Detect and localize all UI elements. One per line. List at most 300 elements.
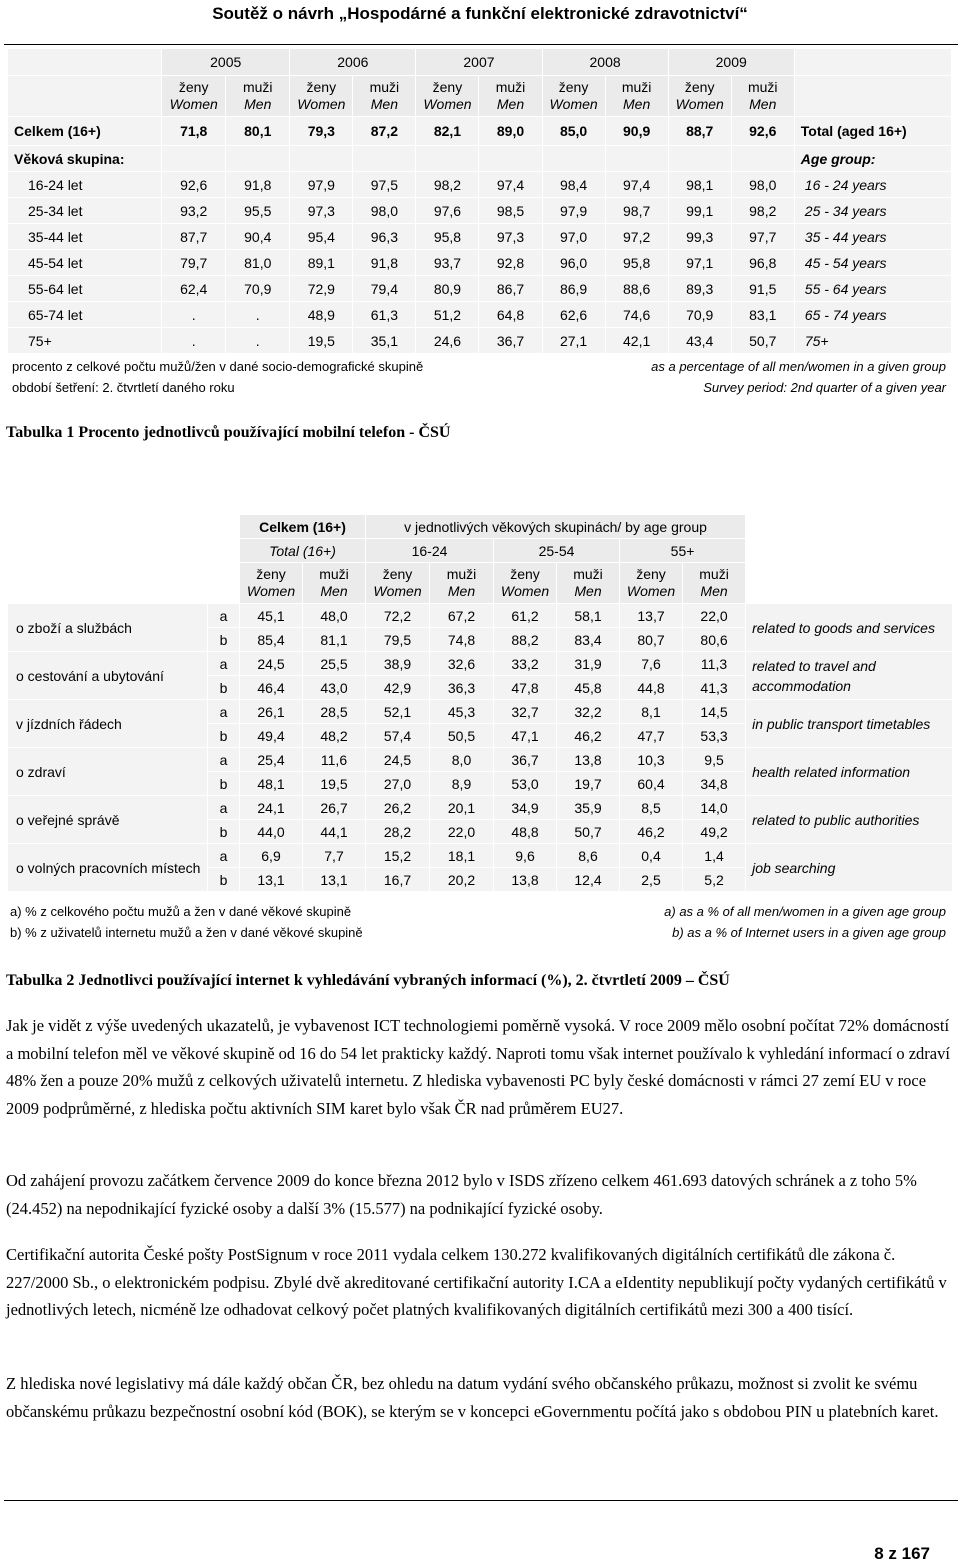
table2-note-en-b: b) as a % of Internet users in a given age group xyxy=(672,925,946,940)
total-value: 79,3 xyxy=(290,117,353,146)
percentage-cell: . xyxy=(226,302,290,328)
percentage-cell: 95,8 xyxy=(605,250,668,276)
percentage-cell: 33,2 xyxy=(494,652,557,676)
age-label-en: 45 - 54 years xyxy=(794,250,951,276)
age-group-header: 25-54 xyxy=(494,539,620,563)
empty-cell xyxy=(416,146,479,172)
table1-caption: Tabulka 1 Procento jednotlivců používající mobilní telefon - ČSÚ xyxy=(6,424,451,441)
percentage-cell: 19,5 xyxy=(290,328,353,354)
percentage-cell: 46,4 xyxy=(240,676,303,700)
percentage-cell: 99,1 xyxy=(668,198,731,224)
percentage-cell: 47,1 xyxy=(494,724,557,748)
internet-info-table xyxy=(7,514,953,892)
men-label-en: Men xyxy=(370,96,398,112)
info-row xyxy=(8,700,953,724)
percentage-cell: 97,2 xyxy=(605,224,668,250)
percentage-cell: 26,2 xyxy=(366,796,430,820)
percentage-cell: 47,7 xyxy=(620,724,683,748)
percentage-cell: 46,2 xyxy=(620,820,683,844)
percentage-cell: 24,1 xyxy=(240,796,303,820)
percentage-cell: 43,4 xyxy=(668,328,731,354)
percentage-cell: 14,0 xyxy=(683,796,746,820)
age-label-cs: 25-34 let xyxy=(8,198,162,224)
age-label-cs: 65-74 let xyxy=(8,302,162,328)
percentage-cell: 62,4 xyxy=(162,276,226,302)
percentage-cell: 22,0 xyxy=(430,820,494,844)
percentage-cell: 8,1 xyxy=(620,700,683,724)
percentage-cell: 35,9 xyxy=(557,796,620,820)
percentage-cell: 47,8 xyxy=(494,676,557,700)
percentage-cell: 83,1 xyxy=(731,302,794,328)
percentage-cell: 19,7 xyxy=(557,772,620,796)
percentage-cell: 45,3 xyxy=(430,700,494,724)
percentage-cell: 70,9 xyxy=(668,302,731,328)
percentage-cell: 98,2 xyxy=(416,172,479,198)
women-label-en: Women xyxy=(423,96,472,112)
percentage-cell: 9,6 xyxy=(494,844,557,868)
percentage-cell: 96,0 xyxy=(542,250,605,276)
men-label-cs: muži xyxy=(446,566,477,582)
percentage-cell: 97,3 xyxy=(290,198,353,224)
year-header-row xyxy=(8,49,952,76)
percentage-cell: 80,6 xyxy=(683,628,746,652)
percentage-cell: 60,4 xyxy=(620,772,683,796)
sex-header-row xyxy=(8,76,952,117)
percentage-cell: 79,5 xyxy=(366,628,430,652)
men-label-cs: muži xyxy=(495,79,526,95)
info-row xyxy=(8,844,953,868)
measure-key: a xyxy=(208,844,240,868)
percentage-cell: 41,3 xyxy=(683,676,746,700)
women-label-en: Women xyxy=(626,583,676,599)
percentage-cell: 25,4 xyxy=(240,748,303,772)
total-value: 80,1 xyxy=(226,117,290,146)
percentage-cell: 80,9 xyxy=(416,276,479,302)
table2-note-cs-a: a) % z celkového počtu mužů a žen v dané věkové skupině xyxy=(10,904,352,919)
measure-key: a xyxy=(208,604,240,628)
women-label-en: Women xyxy=(169,96,218,112)
women-label-cs: ženy xyxy=(558,79,589,95)
percentage-cell: 98,0 xyxy=(353,198,416,224)
age-label-en: 75+ xyxy=(794,328,951,354)
percentage-cell: 12,4 xyxy=(557,868,620,892)
percentage-cell: 2,5 xyxy=(620,868,683,892)
percentage-cell: 34,8 xyxy=(683,772,746,796)
percentage-cell: . xyxy=(162,328,226,354)
percentage-cell: 34,9 xyxy=(494,796,557,820)
percentage-cell: 18,1 xyxy=(430,844,494,868)
percentage-cell: 97,9 xyxy=(542,198,605,224)
percentage-cell: 13,8 xyxy=(494,868,557,892)
percentage-cell: 97,4 xyxy=(605,172,668,198)
total-header-en: Total (16+) xyxy=(240,539,366,563)
info-type-en: health related information xyxy=(746,748,953,796)
table2-note-cs-b: b) % z uživatelů internetu mužů a žen v dané věkové skupině xyxy=(10,925,363,940)
percentage-cell: 22,0 xyxy=(683,604,746,628)
percentage-cell: 86,9 xyxy=(542,276,605,302)
measure-key: b xyxy=(208,676,240,700)
percentage-cell: 91,8 xyxy=(353,250,416,276)
percentage-cell: 58,1 xyxy=(557,604,620,628)
percentage-cell: 67,2 xyxy=(430,604,494,628)
age-row xyxy=(8,302,952,328)
year-header: 2009 xyxy=(668,49,794,76)
men-header xyxy=(557,563,620,604)
age-group-row xyxy=(8,146,952,172)
men-label-cs: muži xyxy=(621,79,652,95)
year-header: 2006 xyxy=(290,49,416,76)
age-label-en: 16 - 24 years xyxy=(794,172,951,198)
info-type-cs: o cestování a ubytování xyxy=(8,652,208,700)
age-row xyxy=(8,250,952,276)
total-header-cs: Celkem (16+) xyxy=(240,515,366,539)
percentage-cell: 97,6 xyxy=(416,198,479,224)
percentage-cell: 14,5 xyxy=(683,700,746,724)
percentage-cell: 13,1 xyxy=(303,868,366,892)
percentage-cell: 44,1 xyxy=(303,820,366,844)
percentage-cell: 88,6 xyxy=(605,276,668,302)
percentage-cell: 91,8 xyxy=(226,172,290,198)
percentage-cell: 5,2 xyxy=(683,868,746,892)
percentage-cell: 49,2 xyxy=(683,820,746,844)
corner-cell xyxy=(8,515,240,604)
percentage-cell: 81,1 xyxy=(303,628,366,652)
total-value: 85,0 xyxy=(542,117,605,146)
percentage-cell: 36,7 xyxy=(479,328,542,354)
percentage-cell: 79,4 xyxy=(353,276,416,302)
age-label-en: 65 - 74 years xyxy=(794,302,951,328)
percentage-cell: 79,7 xyxy=(162,250,226,276)
percentage-cell: 11,6 xyxy=(303,748,366,772)
info-row xyxy=(8,748,953,772)
percentage-cell: 97,3 xyxy=(479,224,542,250)
women-label-cs: ženy xyxy=(306,79,337,95)
age-group-header: 55+ xyxy=(620,539,746,563)
table2-caption: Tabulka 2 Jednotlivci používající internet k vyhledávání vybraných informací (%), 2. čtvrtletí 2009 – ČSÚ xyxy=(6,972,730,989)
age-label-en: 35 - 44 years xyxy=(794,224,951,250)
percentage-cell: 1,4 xyxy=(683,844,746,868)
percentage-cell: 7,7 xyxy=(303,844,366,868)
percentage-cell: 99,3 xyxy=(668,224,731,250)
percentage-cell: 49,4 xyxy=(240,724,303,748)
year-header: 2007 xyxy=(416,49,542,76)
women-header xyxy=(416,76,479,117)
total-label-cs: Celkem (16+) xyxy=(8,117,162,146)
table1-note-en-1: as a percentage of all men/women in a given group xyxy=(651,359,946,374)
page-header-title: Soutěž o návrh „Hospodárné a funkční elektronické zdravotnictví“ xyxy=(212,4,748,23)
women-header xyxy=(366,563,430,604)
total-value: 90,9 xyxy=(605,117,668,146)
info-type-cs: o zboží a službách xyxy=(8,604,208,652)
percentage-cell: 93,2 xyxy=(162,198,226,224)
info-type-cs: o volných pracovních místech xyxy=(8,844,208,892)
percentage-cell: 48,8 xyxy=(494,820,557,844)
percentage-cell: 0,4 xyxy=(620,844,683,868)
percentage-cell: 92,8 xyxy=(479,250,542,276)
percentage-cell: 70,9 xyxy=(226,276,290,302)
table1-note-en-2: Survey period: 2nd quarter of a given year xyxy=(703,380,946,395)
age-label-en: 55 - 64 years xyxy=(794,276,951,302)
women-label-en: Women xyxy=(373,583,422,599)
percentage-cell: 89,1 xyxy=(290,250,353,276)
percentage-cell: . xyxy=(162,302,226,328)
percentage-cell: 32,2 xyxy=(557,700,620,724)
percentage-cell: 36,3 xyxy=(430,676,494,700)
empty-cell xyxy=(542,146,605,172)
total-value: 71,8 xyxy=(162,117,226,146)
age-row xyxy=(8,276,952,302)
age-label-cs: 45-54 let xyxy=(8,250,162,276)
percentage-cell: 11,3 xyxy=(683,652,746,676)
percentage-cell: 87,7 xyxy=(162,224,226,250)
percentage-cell: 13,1 xyxy=(240,868,303,892)
info-type-cs: o zdraví xyxy=(8,748,208,796)
men-label-cs: muži xyxy=(747,79,778,95)
percentage-cell: 97,4 xyxy=(479,172,542,198)
empty-cell xyxy=(290,146,353,172)
percentage-cell: 42,1 xyxy=(605,328,668,354)
paragraph-ict: Jak je vidět z výše uvedených ukazatelů, je vybavenost ICT technologiemi poměrně vysoká. V roce 2009 mělo osobní počítat 72% domácností a mobilní telefon měl ve věkové skupině od 16 do 54 let prakticky každý. Naproti tomu však internet používalo k vyhledání informací o zdraví 48% žen a pouze 20% mužů z celkových uživatelů internetu. Z hlediska vybavenosti PC byly české domácnosti v rámci 27 zemí EU v roce 2009 podprůměrné, z hlediska počtu aktivních SIM karet bylo však ČR nad průměrem EU27. xyxy=(6,1016,950,1118)
age-row xyxy=(8,172,952,198)
total-label-en: Total (aged 16+) xyxy=(794,117,951,146)
percentage-cell: 13,8 xyxy=(557,748,620,772)
percentage-cell: 92,6 xyxy=(162,172,226,198)
total-value: 92,6 xyxy=(731,117,794,146)
percentage-cell: 20,1 xyxy=(430,796,494,820)
percentage-cell: 48,1 xyxy=(240,772,303,796)
men-header xyxy=(605,76,668,117)
percentage-cell: 98,0 xyxy=(731,172,794,198)
men-label-en: Men xyxy=(623,96,651,112)
percentage-cell: 26,7 xyxy=(303,796,366,820)
percentage-cell: 50,7 xyxy=(731,328,794,354)
percentage-cell: 44,8 xyxy=(620,676,683,700)
percentage-cell: 64,8 xyxy=(479,302,542,328)
men-label-cs: muži xyxy=(242,79,273,95)
percentage-cell: 43,0 xyxy=(303,676,366,700)
percentage-cell: 98,2 xyxy=(731,198,794,224)
percentage-cell: 98,5 xyxy=(479,198,542,224)
percentage-cell: 95,4 xyxy=(290,224,353,250)
percentage-cell: 98,7 xyxy=(605,198,668,224)
info-type-cs: o veřejné správě xyxy=(8,796,208,844)
percentage-cell: 31,9 xyxy=(557,652,620,676)
men-label-cs: muži xyxy=(573,566,603,582)
corner-cell xyxy=(794,49,951,76)
percentage-cell: 86,7 xyxy=(479,276,542,302)
percentage-cell: 27,0 xyxy=(366,772,430,796)
percentage-cell: 88,2 xyxy=(494,628,557,652)
men-label-cs: muži xyxy=(319,566,349,582)
men-label-en: Men xyxy=(574,583,602,599)
women-header xyxy=(290,76,353,117)
percentage-cell: 91,5 xyxy=(731,276,794,302)
total-value: 89,0 xyxy=(479,117,542,146)
percentage-cell: 8,9 xyxy=(430,772,494,796)
percentage-cell: 45,1 xyxy=(240,604,303,628)
women-header xyxy=(494,563,557,604)
percentage-cell: 57,4 xyxy=(366,724,430,748)
empty-cell xyxy=(731,146,794,172)
men-label-en: Men xyxy=(244,96,272,112)
percentage-cell: 83,4 xyxy=(557,628,620,652)
empty-cell xyxy=(479,146,542,172)
measure-key: b xyxy=(208,724,240,748)
men-label-en: Men xyxy=(447,583,476,599)
measure-key: a xyxy=(208,796,240,820)
men-header xyxy=(226,76,290,117)
percentage-cell: 36,7 xyxy=(494,748,557,772)
mobile-phone-table xyxy=(7,48,952,354)
men-label-en: Men xyxy=(749,96,777,112)
percentage-cell: 24,5 xyxy=(240,652,303,676)
total-row xyxy=(8,117,952,146)
measure-key: b xyxy=(208,868,240,892)
women-label-cs: ženy xyxy=(684,79,715,95)
age-label-cs: 16-24 let xyxy=(8,172,162,198)
percentage-cell: 97,0 xyxy=(542,224,605,250)
women-header xyxy=(162,76,226,117)
men-header xyxy=(353,76,416,117)
women-label-cs: ženy xyxy=(178,79,209,95)
percentage-cell: 62,6 xyxy=(542,302,605,328)
percentage-cell: 97,5 xyxy=(353,172,416,198)
percentage-cell: 61,2 xyxy=(494,604,557,628)
percentage-cell: 32,7 xyxy=(494,700,557,724)
percentage-cell: 25,5 xyxy=(303,652,366,676)
percentage-cell: 96,3 xyxy=(353,224,416,250)
percentage-cell: 53,3 xyxy=(683,724,746,748)
percentage-cell: 74,8 xyxy=(430,628,494,652)
percentage-cell: 50,7 xyxy=(557,820,620,844)
corner-cell xyxy=(746,515,953,604)
percentage-cell: 48,0 xyxy=(303,604,366,628)
age-label-cs: 75+ xyxy=(8,328,162,354)
percentage-cell: 93,7 xyxy=(416,250,479,276)
percentage-cell: 28,2 xyxy=(366,820,430,844)
percentage-cell: 50,5 xyxy=(430,724,494,748)
info-type-en: in public transport timetables xyxy=(746,700,953,748)
info-row xyxy=(8,652,953,676)
percentage-cell: 19,5 xyxy=(303,772,366,796)
paragraph-certificates: Certifikační autorita České pošty PostSignum v roce 2011 vydala celkem 130.272 kvalifikovaných digitálních certifikátů dle zákona č. 227/2000 Sb., o elektronickém podpisu. Zbylé dvě akreditované certifikační autority I.CA a eIdentity nepublikují počty vydaných certifikátů v jednotlivých letech, nicméně lze odhadovat celkový počet platných kvalifikovaných digitálních certifikátů mezi 300 a 400 tisící. xyxy=(6,1245,947,1319)
percentage-cell: 13,7 xyxy=(620,604,683,628)
percentage-cell: 51,2 xyxy=(416,302,479,328)
age-row xyxy=(8,224,952,250)
info-type-en: related to travel and accommodation xyxy=(746,652,953,700)
corner-cell xyxy=(794,76,951,117)
percentage-cell: 72,2 xyxy=(366,604,430,628)
percentage-cell: 38,9 xyxy=(366,652,430,676)
header-row-1 xyxy=(8,515,953,539)
percentage-cell: 97,9 xyxy=(290,172,353,198)
percentage-cell: 95,5 xyxy=(226,198,290,224)
women-header xyxy=(240,563,303,604)
percentage-cell: 95,8 xyxy=(416,224,479,250)
percentage-cell: 90,4 xyxy=(226,224,290,250)
women-label-en: Women xyxy=(500,583,550,599)
percentage-cell: 28,5 xyxy=(303,700,366,724)
paragraph-isds: Od zahájení provozu začátkem července 2009 do konce března 2012 bylo v ISDS zřízeno celkem 461.693 datových schránek a z toho 5% (24.452) na nepodnikající fyzické osoby a další 3% (15.577) na podnikající fyzické osoby. xyxy=(6,1171,917,1218)
empty-cell xyxy=(226,146,290,172)
men-header xyxy=(479,76,542,117)
age-label-en: 25 - 34 years xyxy=(794,198,951,224)
empty-cell xyxy=(353,146,416,172)
percentage-cell: 46,2 xyxy=(557,724,620,748)
corner-cell xyxy=(8,49,162,76)
men-label-en: Men xyxy=(496,96,525,112)
measure-key: b xyxy=(208,772,240,796)
paragraph-bok: Z hlediska nové legislativy má dále každý občan ČR, bez ohledu na datum vydání svého občanského průkazu, možnost si zvolit ke svému občanskému průkazu bezpečnostní osobní kód (BOK), se kterým se v koncepci eGovernmentu počítá jako s obdobou PIN u platebních karet. xyxy=(6,1374,939,1421)
percentage-cell: 20,2 xyxy=(430,868,494,892)
percentage-cell: . xyxy=(226,328,290,354)
percentage-cell: 15,2 xyxy=(366,844,430,868)
women-label-en: Women xyxy=(675,96,724,112)
percentage-cell: 98,4 xyxy=(542,172,605,198)
percentage-cell: 53,0 xyxy=(494,772,557,796)
total-value: 88,7 xyxy=(668,117,731,146)
info-type-en: related to public authorities xyxy=(746,796,953,844)
percentage-cell: 42,9 xyxy=(366,676,430,700)
age-group-header: 16-24 xyxy=(366,539,494,563)
percentage-cell: 7,6 xyxy=(620,652,683,676)
percentage-cell: 72,9 xyxy=(290,276,353,302)
table1-note-cs-2: období šetření: 2. čtvrtletí daného roku xyxy=(12,380,235,395)
women-label-cs: ženy xyxy=(636,566,666,582)
age-group-label-en: Age group: xyxy=(794,146,951,172)
percentage-cell: 8,0 xyxy=(430,748,494,772)
footer-rule xyxy=(4,1500,958,1501)
men-header xyxy=(683,563,746,604)
women-label-cs: ženy xyxy=(510,566,540,582)
measure-key: a xyxy=(208,748,240,772)
percentage-cell: 97,1 xyxy=(668,250,731,276)
percentage-cell: 44,0 xyxy=(240,820,303,844)
percentage-cell: 27,1 xyxy=(542,328,605,354)
info-type-en: job searching xyxy=(746,844,953,892)
measure-key: b xyxy=(208,628,240,652)
percentage-cell: 96,8 xyxy=(731,250,794,276)
year-header: 2008 xyxy=(542,49,668,76)
percentage-cell: 24,5 xyxy=(366,748,430,772)
total-value: 87,2 xyxy=(353,117,416,146)
table2-note-en-a: a) as a % of all men/women in a given age group xyxy=(664,904,946,919)
women-label-cs: ženy xyxy=(382,566,413,582)
measure-key: b xyxy=(208,820,240,844)
percentage-cell: 74,6 xyxy=(605,302,668,328)
men-label-cs: muži xyxy=(699,566,729,582)
percentage-cell: 8,6 xyxy=(557,844,620,868)
percentage-cell: 80,7 xyxy=(620,628,683,652)
percentage-cell: 9,5 xyxy=(683,748,746,772)
measure-key: a xyxy=(208,700,240,724)
info-type-cs: v jízdních řádech xyxy=(8,700,208,748)
percentage-cell: 52,1 xyxy=(366,700,430,724)
percentage-cell: 97,7 xyxy=(731,224,794,250)
empty-cell xyxy=(605,146,668,172)
women-label-en: Women xyxy=(246,583,296,599)
percentage-cell: 8,5 xyxy=(620,796,683,820)
women-header xyxy=(542,76,605,117)
age-row xyxy=(8,198,952,224)
percentage-cell: 81,0 xyxy=(226,250,290,276)
percentage-cell: 98,1 xyxy=(668,172,731,198)
corner-cell xyxy=(8,76,162,117)
percentage-cell: 85,4 xyxy=(240,628,303,652)
men-label-en: Men xyxy=(320,583,348,599)
percentage-cell: 48,9 xyxy=(290,302,353,328)
info-type-en: related to goods and services xyxy=(746,604,953,652)
